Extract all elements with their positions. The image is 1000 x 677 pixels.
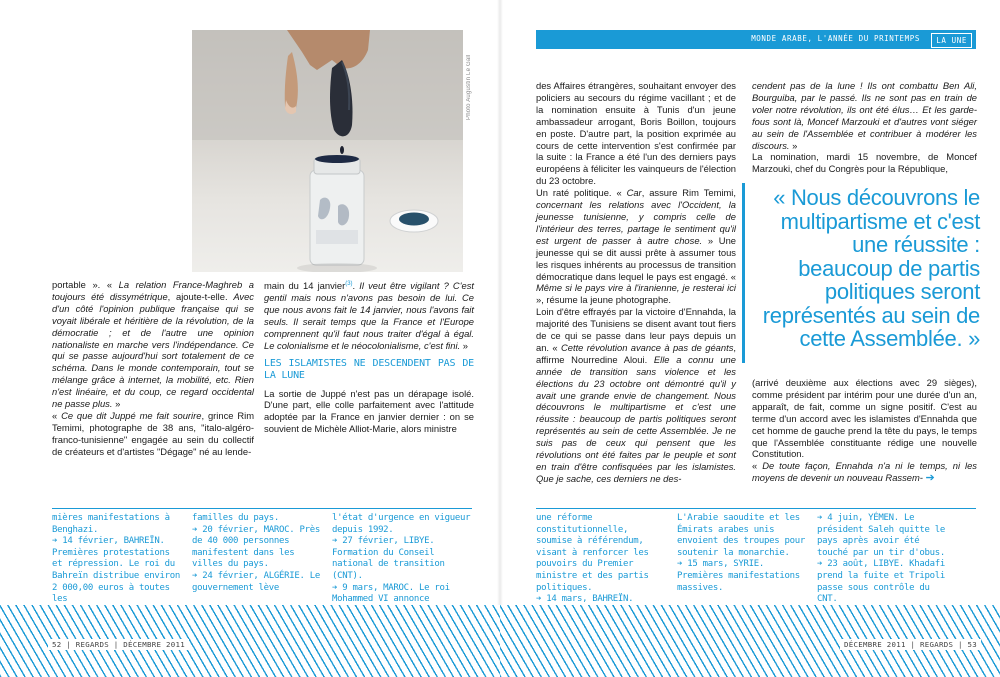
timeline-column-2 <box>192 513 322 594</box>
timeline-entry: ➔ 23 août, LIBYE. Khadafi prend la fuite et Tripoli passe sous contrôle du CNT. <box>817 559 945 605</box>
section-subheading: LES ISLAMISTES NE DESCENDENT PAS DE LA LUNE <box>264 357 474 381</box>
timeline-entry: ➔ 20 février, MAROC. Près de 40 000 personnes manifestent dans les villes du pays. <box>192 524 320 570</box>
folio-left: 52 | REGARDS | DÉCEMBRE 2011 <box>48 639 189 650</box>
quote-text: Cette révolution avance à pas de géants <box>560 341 734 353</box>
timeline-entry: ➔ 9 mars, MAROC. Le roi Mohammed VI annonce <box>332 582 450 605</box>
paragraph: des Affaires étrangères, souhaitant envoyer des policiers au secours du régime vacillant ; et de la nomination ensuite à Tunis d'un jeune ambassadeur arrogant, Boris Boillon, toujours en poste. D'autre part, la position exprimée au cours de cette intervention s'est confirmée par la suite : la France a été l'un des derniers pays européens à féliciter les vainqueurs de l'élection du 23 octobre. <box>536 80 736 187</box>
timeline-entry: ➔ 15 mars, SYRIE. Premières manifestations massives. <box>677 559 800 593</box>
continue-arrow-icon: ➔ <box>925 472 935 485</box>
timeline-column-6 <box>817 513 955 606</box>
text: Un raté politique. « <box>536 187 627 199</box>
text: , grince Rim Temimi, photographe de 38 ans, "italo-algéro-franco-tunisienne" engagée au sein du collectif de créateurs et d'artistes "Dégage" né au lende- <box>52 409 254 457</box>
timeline-entry: ➔ 4 juin, YÉMEN. Le président Saleh quitte le pays après avoir été touché par un tir d'obus. <box>817 513 945 558</box>
timeline-column-5 <box>677 513 807 594</box>
paragraph <box>536 187 736 306</box>
timeline-entry: ➔ 14 février, BAHREÏN. Premières protestations et répression. Le roi du Bahreïn distribue environ 2 000,00 euros à toutes les <box>52 536 180 605</box>
text: . <box>352 280 360 292</box>
text: , assure Rim Temimi, <box>641 187 736 199</box>
quote-text: Même si le pays vire à l'iranienne, je resterai ici <box>536 282 736 294</box>
quote-text: cendent pas de la lune ! Ils ont combattu Ben Ali, Bourguiba, par le passé. Ils ne sont pas en train de voler notre révolution, ils ont été élus… Et les garde-fous sont là, Moncef Marzouki et d'autres vont siéger au sein de l'Assemblée et contribuer à modérer les discours. <box>752 80 977 151</box>
quote-text: De toute façon, Ennahda n'a ni le temps, ni les moyens de devenir un nouveau Rassem- <box>752 460 977 484</box>
text: » <box>460 339 468 351</box>
text: » Une jeunesse qui se dit aussi prête à assumer tous les risques inhérents au processus de transition démocratique dans lequel le pays est engagé. « <box>536 234 736 282</box>
right-column-1 <box>536 80 736 485</box>
section-tag: LA UNE <box>931 33 972 48</box>
pull-quote-rule <box>742 183 745 363</box>
timeline-entry: mières manifestations à Benghazi. <box>52 513 170 535</box>
timeline-column-1 <box>52 513 184 606</box>
paragraph <box>536 306 736 485</box>
timeline-column-4 <box>536 513 666 606</box>
quote-text: Elle a connu une année de transition sans violence et les élections du 23 octobre ont démontré qu'il y avait une grande envie de changement. Nous découvrons le multipartisme et c'est une réussite : beaucoup de partis politiques seront représentés au sein de cette Assemblée. Je ne suis pas de ceux qui pensent que les révolutions ont été faites par le peuple et sont en train d'être confisquées par les islamistes. Que je sache, ces derniers ne des- <box>536 353 736 484</box>
quote-text: La relation France-Maghreb a toujours été dissymétrique <box>52 279 254 302</box>
text: Loin d'être effrayés par la victoire d'Ennahda, la majorité des Tunisiens se disent avant tout fiers de ce qui se passe dans leur pays depuis un an. « <box>536 306 736 353</box>
spine-gutter <box>497 0 503 677</box>
text: main du 14 janvier <box>264 280 346 292</box>
paragraph: La nomination, mardi 15 novembre, de Moncef Marzouki, chef du Congrès pour la République, <box>752 151 977 175</box>
timeline-entry: ➔ 24 février, ALGÉRIE. Le gouvernement lève <box>192 570 320 593</box>
text: « <box>52 409 62 421</box>
timeline-entry: ➔ 14 mars, BAHREÏN. <box>536 594 634 605</box>
text: », résume la jeune photographe. <box>536 294 671 306</box>
paragraph <box>52 279 254 410</box>
pull-quote: « Nous découvrons le multipartisme et c'est une réussite : beaucoup de partis politiques seront représentés au sein de cette Assemblée. » <box>762 185 980 351</box>
text: portable ». « <box>52 279 119 290</box>
text: » <box>789 139 798 151</box>
paragraph: (arrivé deuxième aux élections avec 29 sièges), comme président par intérim pour une durée d'un an, apparaît, de fait, comme un signe positif. C'est au terme d'un accord avec les islamistes d'Ennahda que cet homme de gauche prend la tête du pays, le temps que l'Assemblée constituante rédige une nouvelle Constitution. <box>752 377 977 460</box>
quote-text: Ce que dit Juppé me fait sourire <box>61 409 202 421</box>
right-column-2-continued <box>752 377 977 485</box>
article-photo <box>192 30 463 272</box>
quote-text: Il veut être vigilant ? C'est gentil mais nous n'avons pas besoin de lui. Ce que nous avons fait le 14 janvier, nous l'avons fait seuls. Il serait temps que la France et l'Europe comprennent qu'il faut nous traiter d'égal à égal. Le colonialisme et le néocolonialisme, c'est fini. <box>264 280 474 351</box>
timeline-entry: L'Arabie saoudite et les Émirats arabes unis envoient des troupes pour soutenir la monarchie. <box>677 513 805 558</box>
timeline-entry: l'état d'urgence en vigueur depuis 1992. <box>332 513 471 535</box>
text: « <box>752 460 763 472</box>
section-title: MONDE ARABE, L'ANNÉE DU PRINTEMPS <box>751 34 920 43</box>
paragraph <box>752 80 977 151</box>
timeline-entry: familles du pays. <box>192 513 280 523</box>
text: , ajoute-t-elle. <box>167 290 234 302</box>
text: » <box>112 398 121 410</box>
paragraph <box>752 460 977 485</box>
text: , affirme Nourredine Aloui. <box>536 341 736 365</box>
quote-text: concernant les relations avec l'Occident, la jeunesse tunisienne, y compris celle de l'intérieur des terres, partage le sentiment qu'il est urgent de passer à autre chose. <box>536 199 736 246</box>
left-column-2 <box>264 279 474 435</box>
photo-credit: Photo Augustin Le Gall <box>466 54 472 120</box>
timeline-entry: une réforme constitutionnelle, soumise à référendum, visant à renforcer les pouvoirs du Premier ministre et des partis politiques. <box>536 513 649 593</box>
paragraph: La sortie de Juppé n'est pas un dérapage isolé. D'une part, elle colle parfaitement avec l'attitude adoptée par la France en janvier dernier : on se souvient de Michèle Alliot-Marie, alors ministre <box>264 387 474 435</box>
timeline-column-3 <box>332 513 474 606</box>
quote-text: Avec d'un côté l'opinion publique française qui se voyait libérale et héritière de la révolution, de la démocratie ; et de l'autre une opinion nationaliste en marche vers l'indépendance. Ce qui se passe aujourd'hui sort totalement de ce schéma. Dans le monde contemporain, tout se mélange grâce à internet, la mobilité, etc. Rien n'est linéaire, et du coup, ce regard occidental ne passe plus. <box>52 290 254 410</box>
ink-finger-illustration <box>192 30 463 272</box>
section-header-bar <box>536 30 976 49</box>
footnote-ref: (3) <box>345 281 353 287</box>
timeline-rule-left <box>52 508 472 509</box>
left-column-1 <box>52 279 254 458</box>
folio-right: DÉCEMBRE 2011 | REGARDS | 53 <box>840 639 981 650</box>
paragraph <box>52 410 254 458</box>
right-column-2 <box>752 80 977 175</box>
quote-text: Car <box>626 187 642 199</box>
timeline-rule-right <box>536 508 976 509</box>
hatched-band-top-right <box>500 605 1000 621</box>
timeline-entry: ➔ 27 février, LIBYE. Formation du Conseil national de transition (CNT). <box>332 536 445 581</box>
paragraph <box>264 279 474 352</box>
hatched-band-top-left <box>0 605 500 621</box>
